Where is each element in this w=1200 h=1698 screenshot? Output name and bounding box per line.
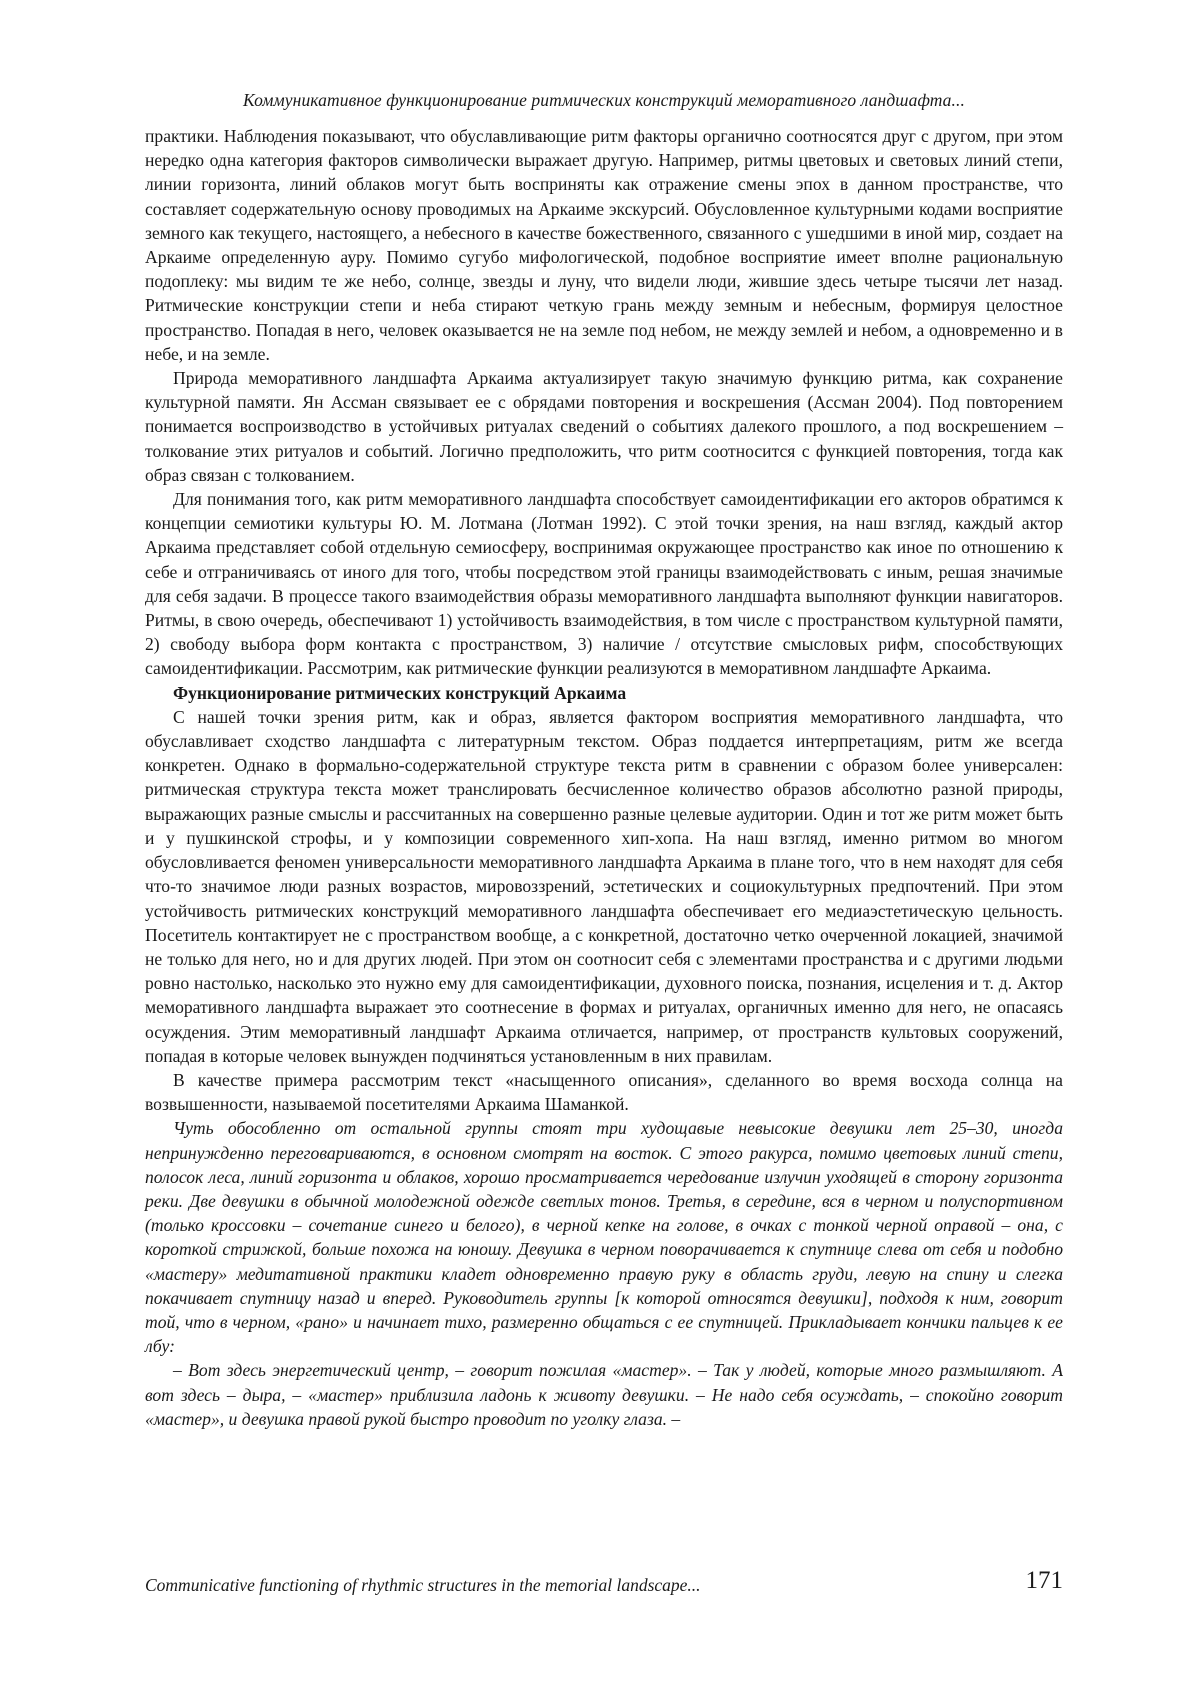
article-body xyxy=(145,124,1063,1431)
running-title: Коммуникативное функционирование ритмических конструкций меморативного ландшафта... xyxy=(243,90,965,110)
quote-thick-description: Чуть обособленно от остальной группы стоят три худощавые невысокие девушки лет 25–30, иногда непринужденно переговариваются, в основном смотрят на восток. С этого ракурса, помимо цветовых линий степи, полосок леса, линий горизонта и облаков, хорошо просматривается чередование излучин уходящей в сторону горизонта реки. Две девушки в обычной молодежной одежде светлых тонов. Третья, в середине, вся в черном и полуспортивном (только кроссовки – сочетание синего и белого), в черной кепке на голове, в очках с тонкой черной оправой – она, с короткой стрижкой, больше похожа на юношу. Девушка в черном поворачивается к спутнице слева от себя и подобно «мастеру» медитативной практики кладет одновременно правую руку в область груди, левую на спину и слегка покачивает спутницу назад и вперед. Руководитель группы [к которой относятся девушки], подходя к ним, говорит той, что в черном, «рано» и начинает тихо, размеренно общаться с ее спутницей. Прикладывает кончики пальцев к ее лбу: xyxy=(145,1118,1063,1357)
paragraph-rhythm-image: С нашей точки зрения ритм, как и образ, является фактором восприятия меморативного ландшафта, что обуславливает сходство ландшафта с литературным текстом. Образ поддается интерпретациям, ритм же всегда конкретен. Однако в формально-содержательной структуре текста ритм в сравнении с образом более универсален: ритмическая структура текста может транслировать бесчисленное количество образов абсолютно разной природы, выражающих разные смыслы и рассчитанных на совершенно разные целевые аудитории. Один и тот же ритм может быть и у пушкинской строфы, и у композиции современного хип-хопа. На наш взгляд, именно ритмом во многом обусловливается феномен универсальности меморативного ландшафта Аркаима в плане того, что в нем находят для себя что-то значимое люди разных возрастов, мировоззрений, эстетических и социокультурных предпочтений. При этом устойчивость ритмических конструкций меморативного ландшафта обеспечивает его медиаэстетическую цельность. Посетитель контактирует не с пространством вообще, а с конкретной, достаточно четко очерченной локацией, значимой не только для него, но и для других людей. При этом он соотносит себя с элементами пространства и с другими людьми ровно настолько, насколько это нужно ему для самоидентификации, духовного поиска, познания, исцеления и т. д. Актор меморативного ландшафта выражает это соотнесение в формах и ритуалах, органичных именно для него, не опасаясь осуждения. Этим меморативный ландшафт Аркаима отличается, например, от пространств культовых сооружений, попадая в которые человек вынужден подчиняться установленным в них правилам. xyxy=(145,706,1063,1066)
page-number: 171 xyxy=(1025,1567,1063,1594)
paragraph-cultural-memory: Природа меморативного ландшафта Аркаима актуализирует такую значимую функцию ритма, как сохранение культурной памяти. Ян Ассман связывает ее с обрядами повторения и воскрешения (Ассман 2004). Под повторением понимается воспроизводство в устойчивых ритуалах сведений о событиях далекого прошлого, а под воскрешением – толкование этих ритуалов и событий. Логично предположить, что ритм соотносится с функцией повторения, тогда как образ связан с толкованием. xyxy=(145,368,1063,485)
section-heading: Функционирование ритмических конструкций Аркаима xyxy=(173,682,627,703)
journal-page xyxy=(145,90,1063,1670)
quote-dialogue: – Вот здесь энергетический центр, – говорит пожилая «мастер». – Так у людей, которые много размышляют. А вот здесь – дыра, – «мастер» приблизила ладонь к животу девушки. – Не надо себя осуждать, – спокойно говорит «мастер», и девушка правой рукой быстро проводит по уголку глаза. – xyxy=(145,1360,1063,1429)
page-footer xyxy=(145,1565,1063,1605)
footer-english-title: Communicative functioning of rhythmic structures in the memorial landscape... xyxy=(145,1575,701,1595)
paragraph-continuation: практики. Наблюдения показывают, что обуславливающие ритм факторы органично соотносятся друг с другом, при этом нередко одна категория факторов символически выражает другую. Например, ритмы цветовых и световых линий степи, линии горизонта, линий облаков могут быть восприняты как отражение смены эпох в данном пространстве, что составляет содержательную основу проводимых на Аркаиме экскурсий. Обусловленное культурными кодами восприятие земного как текущего, настоящего, а небесного в качестве божественного, связанного с ушедшими в иной мир, создает на Аркаиме определенную ауру. Помимо сугубо мифологической, подобное восприятие имеет вполне рациональную подоплеку: мы видим те же небо, солнце, звезды и луну, что видели люди, жившие здесь четыре тысячи лет назад. Ритмические конструкции степи и неба стирают четкую грань между земным и небесным, формируя целостное пространство. Попадая в него, человек оказывается не на земле под небом, не между землей и небом, а одновременно и в небе, и на земле. xyxy=(145,126,1063,364)
paragraph-example-intro: В качестве примера рассмотрим текст «насыщенного описания», сделанного во время восхода солнца на возвышенности, называемой посетителями Аркаима Шаманкой. xyxy=(145,1069,1063,1115)
paragraph-semiosphere: Для понимания того, как ритм меморативного ландшафта способствует самоидентификации его акторов обратимся к концепции семиотики культуры Ю. М. Лотмана (Лотман 1992). С этой точки зрения, на наш взгляд, каждый актор Аркаима представляет собой отдельную семиосферу, воспринимая окружающее пространство как иное по отношению к себе и отграничиваясь от иного для того, чтобы посредством этой границы взаимодействовать с иным, решая значимые для себя задачи. В процессе такого взаимодействия образы меморативного ландшафта выполняют функции навигаторов. Ритмы, в свою очередь, обеспечивают 1) устойчивость взаимодействия, в том числе с пространством культурной памяти, 2) свободу выбора форм контакта с пространством, 3) наличие / отсутствие смысловых рифм, способствующих самоидентификации. Рассмотрим, как ритмические функции реализуются в меморативном ландшафте Аркаима. xyxy=(145,489,1063,679)
